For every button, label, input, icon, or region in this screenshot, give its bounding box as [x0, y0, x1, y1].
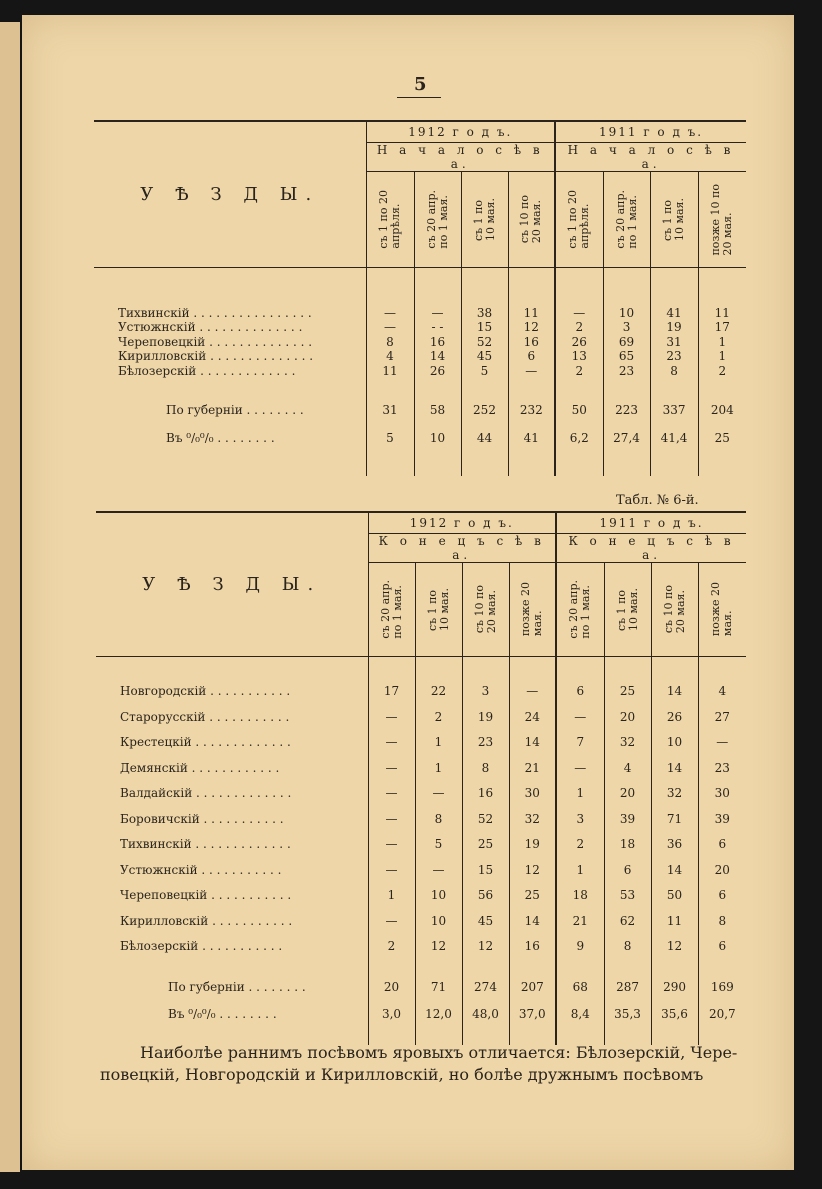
cell-value: 19 — [650, 320, 698, 335]
cell-value: 11 — [698, 306, 746, 321]
uezd-name: Череповецкій . . . . . . . . . . . . . . — [94, 335, 366, 350]
cell-value: 58 — [414, 396, 461, 424]
cell-value: 4 — [698, 679, 746, 705]
cell-value: 16 — [508, 335, 555, 350]
cell-value: 1 — [368, 883, 415, 909]
uezd-name: Бѣлозерскій . . . . . . . . . . . . . — [94, 364, 366, 379]
year-1911-header: 1911 г о д ъ. — [555, 121, 746, 143]
cell-value: 2 — [415, 704, 462, 730]
cell-value: 1 — [698, 349, 746, 364]
cell-value: 16 — [462, 781, 509, 807]
cell-value: 41 — [650, 306, 698, 321]
year-1911-header: 1911 г о д ъ. — [556, 512, 746, 534]
col-header: съ 10 по 20 мая. — [462, 563, 509, 657]
cell-value: 11 — [651, 908, 698, 934]
cell-value: 3 — [603, 320, 650, 335]
cell-value: 23 — [603, 364, 650, 379]
cell-value: — — [366, 320, 414, 335]
cell-value: 27 — [698, 704, 746, 730]
col-header: съ 20 апр. по 1 мая. — [368, 563, 415, 657]
cell-value: 2 — [698, 364, 746, 379]
cell-value: 53 — [604, 883, 651, 909]
total-row — [94, 396, 746, 424]
cell-value: 223 — [603, 396, 650, 424]
table-row — [96, 781, 746, 807]
table-row — [96, 704, 746, 730]
uezd-name: По губерніи . . . . . . . . — [96, 973, 368, 1000]
cell-value: 16 — [414, 335, 461, 350]
col-header: съ 1 по 20 апрѣля. — [555, 172, 603, 268]
cell-value: 15 — [461, 320, 508, 335]
cell-value: 32 — [651, 781, 698, 807]
cell-value: 1 — [415, 755, 462, 781]
cell-value: 3 — [462, 679, 509, 705]
table-row — [94, 306, 746, 321]
cell-value: 71 — [651, 806, 698, 832]
cell-value: 232 — [508, 396, 555, 424]
stage-header-1912: Н а ч а л о с ѣ в а. — [366, 143, 555, 172]
cell-value: 8 — [650, 364, 698, 379]
table-row — [96, 832, 746, 858]
col-header: съ 1 по 20 апрѣля. — [366, 172, 414, 268]
table-row — [94, 335, 746, 350]
cell-value: 6 — [698, 934, 746, 960]
cell-value: — — [368, 908, 415, 934]
cell-value: 20 — [604, 781, 651, 807]
cell-value: 26 — [414, 364, 461, 379]
cell-value: 8 — [366, 335, 414, 350]
cell-value: 23 — [462, 730, 509, 756]
cell-value: 23 — [698, 755, 746, 781]
col-header: съ 1 по 10 мая. — [604, 563, 651, 657]
cell-value: 26 — [555, 335, 603, 350]
uezd-header: У Ѣ З Д Ы. — [94, 121, 366, 268]
cell-value: 8 — [698, 908, 746, 934]
uezd-name: Въ ⁰/₀⁰/₀ . . . . . . . . — [96, 1000, 368, 1027]
year-1912-header: 1912 г о д ъ. — [366, 121, 555, 143]
cell-value: 1 — [556, 857, 604, 883]
uezd-name: Въ ⁰/₀⁰/₀ . . . . . . . . — [94, 424, 366, 452]
cell-value: 71 — [415, 973, 462, 1000]
cell-value: 39 — [604, 806, 651, 832]
cell-value: 23 — [650, 349, 698, 364]
year-1912-header: 1912 г о д ъ. — [368, 512, 556, 534]
cell-value: 207 — [509, 973, 556, 1000]
cell-value: 26 — [651, 704, 698, 730]
cell-value: 5 — [366, 424, 414, 452]
cell-value: 8,4 — [556, 1000, 604, 1027]
col-header: позже 20 мая. — [698, 563, 746, 657]
cell-value: 10 — [415, 908, 462, 934]
cell-value: 38 — [461, 306, 508, 321]
stage-header-1911: К о н е ц ъ с ѣ в а. — [556, 534, 746, 563]
cell-value: 56 — [462, 883, 509, 909]
cell-value: 41,4 — [650, 424, 698, 452]
cell-value: 68 — [556, 973, 604, 1000]
table-row — [96, 883, 746, 909]
cell-value: 65 — [603, 349, 650, 364]
uezd-name: Устюжнскій . . . . . . . . . . . — [96, 857, 368, 883]
cell-value: 5 — [461, 364, 508, 379]
col-header: съ 20 апр. по 1 мая. — [556, 563, 604, 657]
cell-value: 337 — [650, 396, 698, 424]
cell-value: 6,2 — [555, 424, 603, 452]
uezd-name: Череповецкій . . . . . . . . . . . — [96, 883, 368, 909]
total-row — [94, 424, 746, 452]
cell-value: 274 — [462, 973, 509, 1000]
table-row — [94, 364, 746, 379]
cell-value: 30 — [509, 781, 556, 807]
cell-value: 52 — [462, 806, 509, 832]
cell-value: 8 — [604, 934, 651, 960]
cell-value: — — [509, 679, 556, 705]
table-sowing-end — [96, 511, 746, 1045]
cell-value: — — [368, 755, 415, 781]
cell-value: 21 — [509, 755, 556, 781]
table-row — [96, 857, 746, 883]
cell-value: 17 — [698, 320, 746, 335]
cell-value: 287 — [604, 973, 651, 1000]
cell-value: 10 — [415, 883, 462, 909]
cell-value: 18 — [556, 883, 604, 909]
col-header: съ 1 по 10 мая. — [461, 172, 508, 268]
col-header: съ 10 по 20 мая. — [508, 172, 555, 268]
cell-value: — — [368, 730, 415, 756]
cell-value: 35,3 — [604, 1000, 651, 1027]
cell-value: 25 — [462, 832, 509, 858]
cell-value: 32 — [604, 730, 651, 756]
uezd-name: Демянскій . . . . . . . . . . . . — [96, 755, 368, 781]
col-header: позже 20 мая. — [509, 563, 556, 657]
uezd-name: Тихвинскій . . . . . . . . . . . . . . . . — [94, 306, 366, 321]
cell-value: 20,7 — [698, 1000, 746, 1027]
cell-value: 19 — [462, 704, 509, 730]
cell-value: 9 — [556, 934, 604, 960]
cell-value: 31 — [650, 335, 698, 350]
cell-value: 10 — [651, 730, 698, 756]
cell-value: 45 — [461, 349, 508, 364]
page-number: 5 — [414, 74, 427, 95]
cell-value: 15 — [462, 857, 509, 883]
cell-value: — — [368, 806, 415, 832]
cell-value: 5 — [415, 832, 462, 858]
cell-value: 37,0 — [509, 1000, 556, 1027]
cell-value: — — [556, 755, 604, 781]
uezd-name: Кирилловскій . . . . . . . . . . . — [96, 908, 368, 934]
col-header: съ 1 по 10 мая. — [415, 563, 462, 657]
uezd-header: У Ѣ З Д Ы. — [96, 512, 368, 657]
paragraph-line: Наиболѣе раннимъ посѣвомъ яровыхъ отличается: Бѣлозерскій, Чере- — [140, 1043, 738, 1062]
cell-value: 6 — [508, 349, 555, 364]
cell-value: 6 — [698, 883, 746, 909]
cell-value: 27,4 — [603, 424, 650, 452]
uezd-name: Кирилловскій . . . . . . . . . . . . . . — [94, 349, 366, 364]
cell-value: 18 — [604, 832, 651, 858]
col-header: съ 10 по 20 мая. — [651, 563, 698, 657]
cell-value: 8 — [462, 755, 509, 781]
cell-value: 41 — [508, 424, 555, 452]
cell-value: 14 — [509, 908, 556, 934]
cell-value: 17 — [368, 679, 415, 705]
cell-value: 1 — [698, 335, 746, 350]
cell-value: 35,6 — [651, 1000, 698, 1027]
body-paragraph — [100, 1042, 752, 1086]
cell-value: — — [368, 832, 415, 858]
cell-value: 12 — [509, 857, 556, 883]
cell-value: 2 — [555, 320, 603, 335]
cell-value: 4 — [366, 349, 414, 364]
cell-value: 20 — [604, 704, 651, 730]
cell-value: 12 — [508, 320, 555, 335]
cell-value: — — [368, 781, 415, 807]
cell-value: 50 — [555, 396, 603, 424]
cell-value: 25 — [698, 424, 746, 452]
table-row — [96, 755, 746, 781]
cell-value: 69 — [603, 335, 650, 350]
cell-value: 11 — [366, 364, 414, 379]
table-row — [96, 934, 746, 960]
cell-value: 6 — [604, 857, 651, 883]
cell-value: 39 — [698, 806, 746, 832]
table-row — [96, 806, 746, 832]
cell-value: 24 — [509, 704, 556, 730]
cell-value: 10 — [414, 424, 461, 452]
cell-value: — — [556, 704, 604, 730]
cell-value: 11 — [508, 306, 555, 321]
uezd-name: Старорусскій . . . . . . . . . . . — [96, 704, 368, 730]
table-row — [96, 908, 746, 934]
cell-value: — — [368, 857, 415, 883]
cell-value: 1 — [415, 730, 462, 756]
cell-value: 12,0 — [415, 1000, 462, 1027]
table-row — [94, 320, 746, 335]
paragraph-line: повецкій, Новгородскій и Кирилловскій, но болѣе дружнымъ посѣвомъ — [100, 1065, 704, 1084]
cell-value: 30 — [698, 781, 746, 807]
table-sowing-start — [94, 120, 746, 476]
stage-header-1911: Н а ч а л о с ѣ в а. — [555, 143, 746, 172]
cell-value: 14 — [414, 349, 461, 364]
cell-value: — — [555, 306, 603, 321]
cell-value: 31 — [366, 396, 414, 424]
cell-value: — — [366, 306, 414, 321]
cell-value: 12 — [415, 934, 462, 960]
cell-value: 14 — [651, 857, 698, 883]
page-number-underline — [397, 97, 441, 98]
left-page-edge — [0, 22, 20, 1172]
cell-value: 4 — [604, 755, 651, 781]
cell-value: 12 — [462, 934, 509, 960]
cell-value: 14 — [509, 730, 556, 756]
cell-value: 32 — [509, 806, 556, 832]
cell-value: - - — [414, 320, 461, 335]
col-header: съ 20 апр. по 1 мая. — [414, 172, 461, 268]
uezd-name: Боровичскій . . . . . . . . . . . — [96, 806, 368, 832]
uezd-name: Бѣлозерскій . . . . . . . . . . . — [96, 934, 368, 960]
uezd-name: Тихвинскій . . . . . . . . . . . . . — [96, 832, 368, 858]
cell-value: 6 — [556, 679, 604, 705]
table-row — [96, 730, 746, 756]
cell-value: 3,0 — [368, 1000, 415, 1027]
col-header: съ 20 апр. по 1 мая. — [603, 172, 650, 268]
uezd-name: Новгородскій . . . . . . . . . . . — [96, 679, 368, 705]
cell-value: 50 — [651, 883, 698, 909]
uezd-name: Валдайскій . . . . . . . . . . . . . — [96, 781, 368, 807]
cell-value: 1 — [556, 781, 604, 807]
cell-value: 44 — [461, 424, 508, 452]
cell-value: 36 — [651, 832, 698, 858]
uezd-name: По губерніи . . . . . . . . — [94, 396, 366, 424]
cell-value: 52 — [461, 335, 508, 350]
cell-value: 14 — [651, 679, 698, 705]
table-caption: Табл. № 6-й. — [616, 493, 699, 508]
cell-value: — — [415, 857, 462, 883]
cell-value: 3 — [556, 806, 604, 832]
cell-value: — — [414, 306, 461, 321]
cell-value: 21 — [556, 908, 604, 934]
cell-value: 169 — [698, 973, 746, 1000]
cell-value: 25 — [509, 883, 556, 909]
cell-value: 252 — [461, 396, 508, 424]
cell-value: — — [368, 704, 415, 730]
cell-value: 16 — [509, 934, 556, 960]
cell-value: 20 — [698, 857, 746, 883]
col-header: позже 10 по 20 мая. — [698, 172, 746, 268]
cell-value: 25 — [604, 679, 651, 705]
cell-value: 62 — [604, 908, 651, 934]
table-row — [96, 679, 746, 705]
cell-value: 12 — [651, 934, 698, 960]
cell-value: 2 — [555, 364, 603, 379]
cell-value: 8 — [415, 806, 462, 832]
stage-header-1912: К о н е ц ъ с ѣ в а. — [368, 534, 556, 563]
cell-value: — — [698, 730, 746, 756]
cell-value: 2 — [368, 934, 415, 960]
col-header: съ 1 по 10 мая. — [650, 172, 698, 268]
cell-value: 10 — [603, 306, 650, 321]
cell-value: 204 — [698, 396, 746, 424]
cell-value: — — [415, 781, 462, 807]
cell-value: 290 — [651, 973, 698, 1000]
cell-value: 13 — [555, 349, 603, 364]
cell-value: 7 — [556, 730, 604, 756]
cell-value: 45 — [462, 908, 509, 934]
uezd-name: Крестецкій . . . . . . . . . . . . . — [96, 730, 368, 756]
cell-value: 20 — [368, 973, 415, 1000]
table-row — [94, 349, 746, 364]
cell-value: 14 — [651, 755, 698, 781]
cell-value: 2 — [556, 832, 604, 858]
cell-value: — — [508, 364, 555, 379]
total-row — [96, 1000, 746, 1027]
total-row — [96, 973, 746, 1000]
cell-value: 48,0 — [462, 1000, 509, 1027]
cell-value: 6 — [698, 832, 746, 858]
cell-value: 22 — [415, 679, 462, 705]
uezd-name: Устюжнскій . . . . . . . . . . . . . . — [94, 320, 366, 335]
cell-value: 19 — [509, 832, 556, 858]
